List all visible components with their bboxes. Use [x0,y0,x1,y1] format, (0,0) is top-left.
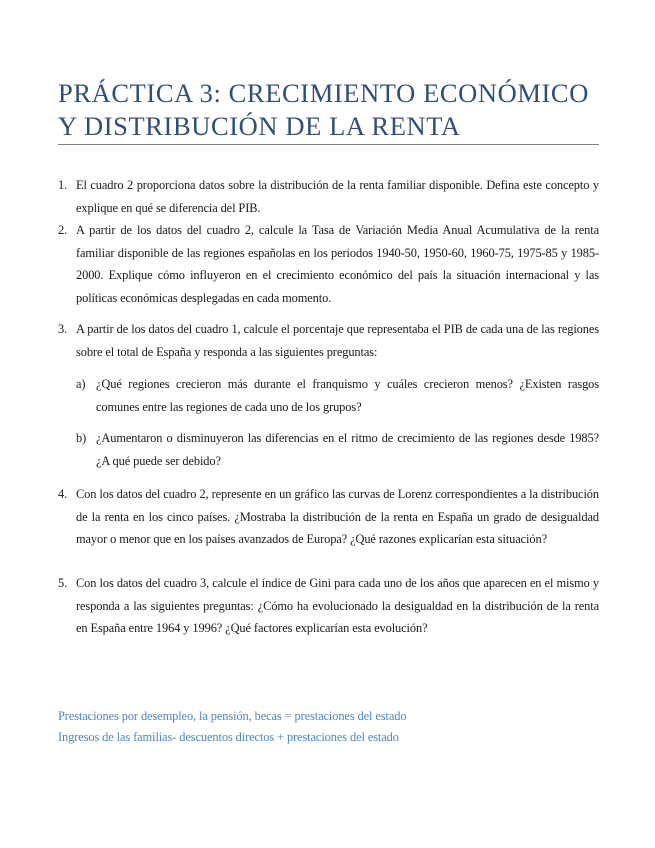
subitem-text: ¿Aumentaron o disminuyeron las diferencias en el ritmo de crecimiento de las regiones desde 1985? ¿A qué puede ser debido? [96,431,599,468]
question-5 [58,572,599,640]
question-3-subitem-a [76,373,599,418]
question-text: A partir de los datos del cuadro 1, calcule el porcentaje que representaba el PIB de cada una de las regiones sobre el total de España y responda a las siguientes preguntas: [76,322,599,359]
question-text: El cuadro 2 proporciona datos sobre la distribución de la renta familiar disponible. Defina este concepto y explique en qué se diferencia del PIB. [76,178,599,215]
question-text: Con los datos del cuadro 3, calcule el índice de Gini para cada uno de los años que aparecen en el mismo y responda a las siguientes preguntas: ¿Cómo ha evolucionado la desigualdad en la distribución de la renta en España entre 1964 y 1996? ¿Qué factores explicarían esta evolución? [76,576,599,635]
subitem-letter: a) [76,377,86,391]
blue-note-1: Prestaciones por desempleo, la pensión, becas = prestaciones del estado [58,709,407,723]
question-text: A partir de los datos del cuadro 2, calcule la Tasa de Variación Media Anual Acumulativa de la renta familiar disponible de las regiones españolas en los periodos 1940-50, 1950-60, 1960-75, 1975-85 y 1985-2000. Explique cómo influyeron en el crecimiento económico del país la situación internacional y las políticas económicas desplegadas en cada momento. [76,223,599,305]
subitem-letter: b) [76,431,87,445]
question-text: Con los datos del cuadro 2, represente en un gráfico las curvas de Lorenz correspondientes a la distribución de la renta en los cinco países. ¿Mostraba la distribución de la renta en España un grado de desigualdad mayor o menor que en los países avanzados de Europa? ¿Qué razones explicarían esta situación? [76,487,599,546]
question-number: 5. [58,576,68,590]
question-4 [58,483,599,551]
question-number: 3. [58,322,68,336]
question-1 [58,174,599,219]
question-3 [58,318,599,363]
page-title: PRÁCTICA 3: CRECIMIENTO ECONÓMICO Y DISTRIBUCIÓN DE LA RENTA [58,78,589,141]
blue-note-2: Ingresos de las familias- descuentos directos + prestaciones del estado [58,730,399,744]
question-number: 4. [58,487,68,501]
question-3-subitem-b [76,427,599,472]
title-underline [58,144,599,145]
question-number: 2. [58,223,68,237]
question-2 [58,219,599,309]
subitem-text: ¿Qué regiones crecieron más durante el franquismo y cuáles crecieron menos? ¿Existen rasgos comunes entre las regiones de cada uno de los grupos? [96,377,599,414]
question-number: 1. [58,178,68,192]
